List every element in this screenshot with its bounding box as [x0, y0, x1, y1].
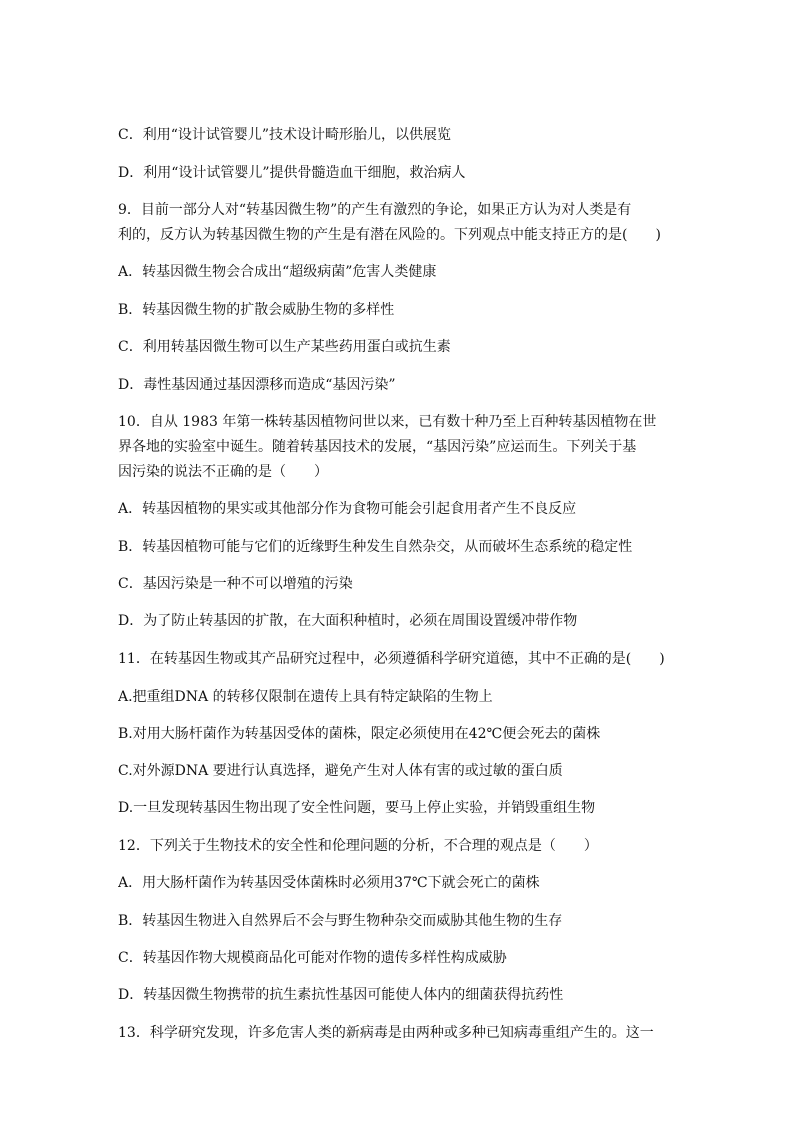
- option-11b: B.对用大肠杆菌作为转基因受体的菌株，限定必须使用在42℃便会死去的菌株: [118, 726, 601, 742]
- question-12: 12．下列关于生物技术的安全性和伦理问题的分析，不合理的观点是（ ）: [118, 838, 598, 854]
- question-9-line-1: 9．目前一部分人对“转基因微生物”的产生有激烈的争论，如果正方认为对人类是有: [118, 202, 632, 218]
- option-8d: D．利用“设计试管婴儿”提供骨髓造血干细胞，救治病人: [118, 165, 466, 181]
- option-9d: D．毒性基因通过基因漂移而造成“基因污染”: [118, 377, 396, 393]
- option-8c: C．利用“设计试管婴儿”技术设计畸形胎儿，以供展览: [118, 127, 452, 143]
- option-9a: A．转基因微生物会合成出“超级病菌”危害人类健康: [118, 264, 437, 280]
- option-11d: D.一旦发现转基因生物出现了安全性问题，要马上停止实验，并销毁重组生物: [118, 800, 596, 816]
- question-10-line-1: 10．自从 1983 年第一株转基因植物问世以来，已有数十种乃至上百种转基因植物在世: [118, 414, 657, 430]
- option-11c: C.对外源DNA 要进行认真选择，避免产生对人体有害的或过敏的蛋白质: [118, 763, 563, 779]
- option-9c: C．利用转基因微生物可以生产某些药用蛋白或抗生素: [118, 339, 451, 355]
- option-10a: A．转基因植物的果实或其他部分作为食物可能会引起食用者产生不良反应: [118, 501, 577, 517]
- question-10-line-3: 因污染的说法不正确的是（ ）: [118, 464, 328, 480]
- question-11: 11．在转基因生物或其产品研究过程中，必须遵循科学研究道德，其中不正确的是( ): [118, 651, 665, 667]
- option-9b: B．转基因微生物的扩散会威胁生物的多样性: [118, 302, 395, 318]
- option-12d: D．转基因微生物携带的抗生素抗性基因可能使人体内的细菌获得抗药性: [118, 987, 564, 1003]
- option-10c: C．基因污染是一种不可以增殖的污染: [118, 576, 353, 592]
- question-9-line-2: 利的，反方认为转基因微生物的产生是有潜在风险的。下列观点中能支持正方的是( ): [118, 227, 661, 243]
- question-13-line-1: 13．科学研究发现，许多危害人类的新病毒是由两种或多种已知病毒重组产生的。这一: [118, 1025, 654, 1041]
- option-12a: A．用大肠杆菌作为转基因受体菌株时必须用37℃下就会死亡的菌株: [118, 875, 540, 891]
- option-12b: B．转基因生物进入自然界后不会与野生物种杂交而威胁其他生物的生存: [118, 913, 563, 929]
- question-10-line-2: 界各地的实验室中诞生。随着转基因技术的发展，“基因污染”应运而生。下列关于基: [118, 439, 637, 455]
- option-11a: A.把重组DNA 的转移仅限制在遗传上具有特定缺陷的生物上: [118, 689, 493, 705]
- option-10d: D．为了防止转基因的扩散，在大面积种植时，必须在周围设置缓冲带作物: [118, 613, 578, 629]
- option-10b: B．转基因植物可能与它们的近缘野生种发生自然杂交，从而破坏生态系统的稳定性: [118, 539, 633, 555]
- option-12c: C．转基因作物大规模商品化可能对作物的遗传多样性构成威胁: [118, 950, 507, 966]
